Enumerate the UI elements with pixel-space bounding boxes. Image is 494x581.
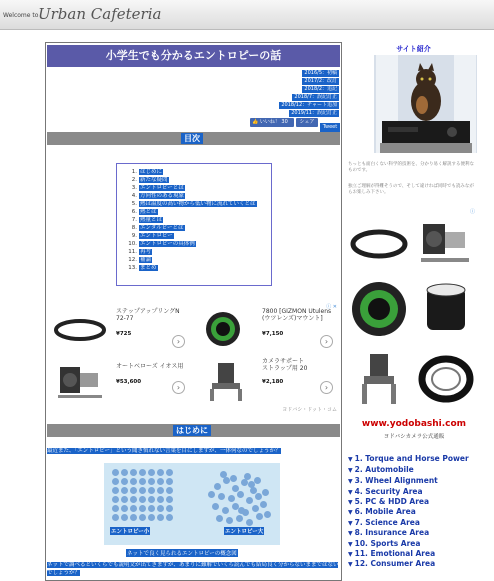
particle-dot: [260, 501, 267, 508]
triangle-down-icon: ▼: [348, 499, 353, 506]
cat-photo: [374, 55, 477, 153]
particle-dot: [139, 514, 146, 521]
main-article: [45, 42, 342, 581]
ad-price: ¥2,180: [262, 379, 284, 385]
history-entry: 2019/11：誤記訂正: [291, 110, 337, 116]
cat-on-stereo-image: [374, 55, 477, 153]
history-entry: 2016/5：初稿: [304, 70, 337, 76]
particle-dot: [216, 515, 223, 522]
particle-dot: [121, 478, 128, 485]
triangle-down-icon: ▼: [348, 456, 353, 463]
category-link[interactable]: ▼ 8. Insurance Area: [348, 528, 430, 537]
ad-product-name: オートベローズ イオス用: [116, 363, 184, 370]
particle-dot: [112, 487, 119, 494]
camera-support-image: [200, 359, 252, 403]
particle-dot: [112, 505, 119, 512]
category-link[interactable]: ▼ 10. Sports Area: [348, 539, 421, 548]
triangle-down-icon: ▼: [348, 467, 353, 474]
site-title-link[interactable]: Urban Cafeteria: [38, 5, 162, 23]
welcome-text: Welcome to: [3, 12, 39, 19]
particle-dot: [148, 469, 155, 476]
site-description-1: ちっとも面白くない科学的技術を、分かり易く解説する便利なものです。: [348, 162, 474, 173]
ad-product-name: 72-77: [116, 315, 134, 322]
intro-heading-bar: [47, 424, 340, 437]
chevron-right-icon[interactable]: ›: [172, 381, 185, 394]
chevron-right-icon[interactable]: ›: [172, 335, 185, 348]
toc-item[interactable]: 3. エントロピーとは: [131, 185, 184, 191]
toc-item[interactable]: 9. エントロピー: [131, 233, 173, 239]
figure-caption: ネットで良く見られるエントロピーの概念図: [127, 551, 237, 557]
particle-dot: [222, 507, 229, 514]
high-entropy-label: エントロピー大: [225, 529, 264, 535]
particle-dot: [166, 469, 173, 476]
history-entry: 2018/12：チャート追加: [281, 102, 337, 108]
toc-item[interactable]: 2. 新たな疑問: [131, 177, 168, 183]
particle-dot: [112, 469, 119, 476]
particle-dot: [148, 514, 155, 521]
toc-item[interactable]: 4. 方向性のある現象: [131, 193, 185, 199]
particle-dot: [246, 497, 253, 504]
particle-dot: [166, 478, 173, 485]
triangle-down-icon: ▼: [348, 551, 353, 558]
category-link[interactable]: ▼ 5. PC & HDD Area: [348, 497, 430, 506]
ad-product-name: カメラサポート: [262, 358, 305, 365]
particle-dot: [264, 511, 271, 518]
particle-dot: [212, 503, 219, 510]
facebook-like-button[interactable]: 👍 いいね！ 30: [250, 118, 294, 127]
particle-dot: [238, 507, 245, 514]
ad-price: ¥7,150: [262, 331, 284, 337]
particle-dot: [262, 489, 269, 496]
ad-card[interactable]: [48, 355, 188, 405]
particle-dot: [121, 469, 128, 476]
tweet-button[interactable]: Tweet: [320, 123, 340, 132]
lens-mount-image: [204, 309, 242, 349]
particle-dot: [241, 479, 248, 486]
toc-item[interactable]: 12. 補論: [128, 257, 152, 263]
triangle-down-icon: ▼: [348, 520, 353, 527]
category-link[interactable]: ▼ 12. Consumer Area: [348, 559, 436, 568]
particle-dot: [256, 513, 263, 520]
low-entropy-label: エントロピー小: [111, 529, 150, 535]
particle-dot: [148, 505, 155, 512]
particle-dot: [254, 477, 261, 484]
particle-dot: [139, 496, 146, 503]
particle-dot: [148, 496, 155, 503]
history-entry: 2018/2：追記: [304, 86, 337, 92]
category-link[interactable]: ▼ 7. Science Area: [348, 518, 420, 527]
yodobashi-link[interactable]: www.yodobashi.com: [361, 419, 467, 429]
category-link[interactable]: ▼ 3. Wheel Alignment: [348, 476, 438, 485]
particle-dot: [220, 471, 227, 478]
triangle-down-icon: ▼: [348, 541, 353, 548]
ad-adapter-ring-image[interactable]: [415, 346, 477, 412]
particle-dot: [130, 478, 137, 485]
ad-ring-image[interactable]: [348, 214, 410, 274]
ad-extension-tube-image[interactable]: [415, 276, 477, 342]
particle-dot: [139, 469, 146, 476]
toc-item[interactable]: 6. 熱とは: [131, 209, 157, 215]
facebook-share-button[interactable]: シェア: [296, 118, 318, 127]
intro-heading: はじめに: [173, 425, 211, 436]
particle-dot: [157, 469, 164, 476]
particle-dot: [121, 487, 128, 494]
ad-product-name: ステップアップリングN: [116, 308, 180, 315]
table-of-contents: [116, 163, 272, 286]
particle-dot: [130, 469, 137, 476]
chevron-right-icon[interactable]: ›: [320, 335, 333, 348]
particle-dot: [223, 477, 230, 484]
ad-product-name: ストラップ用 20: [262, 365, 308, 372]
chevron-right-icon[interactable]: ›: [320, 381, 333, 394]
particle-dot: [157, 505, 164, 512]
particle-dot: [246, 519, 253, 526]
toc-item[interactable]: 13. まとめ: [128, 265, 157, 271]
triangle-down-icon: ▼: [348, 478, 353, 485]
particle-dot: [157, 487, 164, 494]
toc-item[interactable]: 10. エントロピーの具体例: [128, 241, 195, 247]
ad-choices-icon[interactable]: ⓘ: [469, 209, 475, 215]
sidebar: [345, 42, 482, 581]
ad-footer[interactable]: ヨドバシ・ドット・コム: [282, 407, 337, 413]
intro-paragraph-1: 最近また、「エントロピー」という聞き慣れない言葉を目にしますが、一体何なのでしょうか？: [47, 448, 281, 454]
particle-dot: [121, 496, 128, 503]
particle-dot: [166, 496, 173, 503]
particle-dot: [139, 487, 146, 494]
particle-dot: [130, 505, 137, 512]
particle-dot: [226, 517, 233, 524]
toc-item[interactable]: 5. 熱は温度の高い物から低い物に流れていくとは: [131, 201, 256, 207]
particle-dot: [166, 505, 173, 512]
particle-dot: [130, 496, 137, 503]
ad-lens-mount-image[interactable]: [348, 276, 410, 342]
history-entry: 2018/7：誤記訂正: [294, 94, 337, 100]
particle-dot: [157, 496, 164, 503]
category-link[interactable]: ▼ 1. Torque and Horse Power: [348, 454, 469, 463]
sidebar-title: サイト紹介: [396, 45, 431, 53]
particle-dot: [148, 487, 155, 494]
ad-price: ¥53,600: [116, 379, 142, 385]
toc-item[interactable]: 8. エンタルピーとは: [131, 225, 184, 231]
particle-dot: [237, 491, 244, 498]
particle-dot: [218, 493, 225, 500]
triangle-down-icon: ▼: [348, 489, 353, 496]
category-link[interactable]: ▼ 6. Mobile Area: [348, 507, 416, 516]
particle-dot: [130, 514, 137, 521]
particle-dot: [130, 487, 137, 494]
particle-dot: [228, 495, 235, 502]
toc-item[interactable]: 11. 再考: [128, 249, 152, 255]
entropy-illustration: [104, 463, 280, 545]
particle-dot: [139, 505, 146, 512]
particle-dot: [252, 505, 259, 512]
toc-item[interactable]: 1. はじめに: [131, 169, 163, 175]
toc-item[interactable]: 7. 熱量とは: [131, 217, 163, 223]
step-ring-image: [54, 319, 106, 341]
particle-dot: [112, 478, 119, 485]
toc-heading: 目次: [181, 133, 203, 144]
category-link[interactable]: ▼ 11. Emotional Area: [348, 549, 436, 558]
intro-paragraph-2: ネットで調べるといくらでも説明文が出てきますが、あまりに難解でいくら読んでも結局良く分からないままではないでしょうか？: [47, 562, 339, 576]
particle-dot: [121, 505, 128, 512]
particle-dot: [139, 478, 146, 485]
particle-dot: [121, 514, 128, 521]
particle-dot: [236, 515, 243, 522]
category-link[interactable]: ▼ 4. Security Area: [348, 487, 423, 496]
particle-dot: [244, 473, 251, 480]
particle-dot: [166, 487, 173, 494]
particle-dot: [208, 491, 215, 498]
triangle-down-icon: ▼: [348, 561, 353, 568]
particle-dot: [157, 478, 164, 485]
particle-dot: [248, 481, 255, 488]
article-title: 小学生でも分かるエントロピーの話: [47, 45, 340, 67]
ad-card[interactable]: [48, 305, 188, 355]
particle-dot: [112, 496, 119, 503]
history-entry: 2017/2：改訂: [304, 78, 337, 84]
ad-card[interactable]: [196, 355, 336, 405]
bellows-image: [54, 359, 108, 403]
particle-dot: [148, 478, 155, 485]
triangle-down-icon: ▼: [348, 509, 353, 516]
ad-product-name: (ウツレンズ)マウント]: [262, 315, 323, 322]
ad-price: ¥725: [116, 331, 132, 337]
site-description-2: 独立ご理解が得難そうので、そして違ければ同時でも読みながらお楽しみ下さい。: [348, 184, 474, 195]
particle-dot: [112, 514, 119, 521]
ad-choices-icon[interactable]: ⓘ ✕: [326, 304, 337, 310]
toc-heading-bar: [47, 132, 340, 145]
particle-dot: [157, 514, 164, 521]
ad-camera-support-image[interactable]: [348, 346, 410, 412]
ad-card[interactable]: [196, 305, 336, 355]
triangle-down-icon: ▼: [348, 530, 353, 537]
ad-bellows-image[interactable]: [415, 214, 477, 274]
particle-dot: [255, 493, 262, 500]
site-header: [0, 0, 494, 30]
yodobashi-subtitle: ヨドバシカメラ公式通販: [383, 434, 445, 440]
particle-dot: [166, 514, 173, 521]
ad-product-name: 7800 [GIZMON Utulens: [262, 308, 332, 315]
category-link[interactable]: ▼ 2. Automobile: [348, 465, 414, 474]
particle-dot: [214, 483, 221, 490]
particle-dot: [230, 475, 237, 482]
